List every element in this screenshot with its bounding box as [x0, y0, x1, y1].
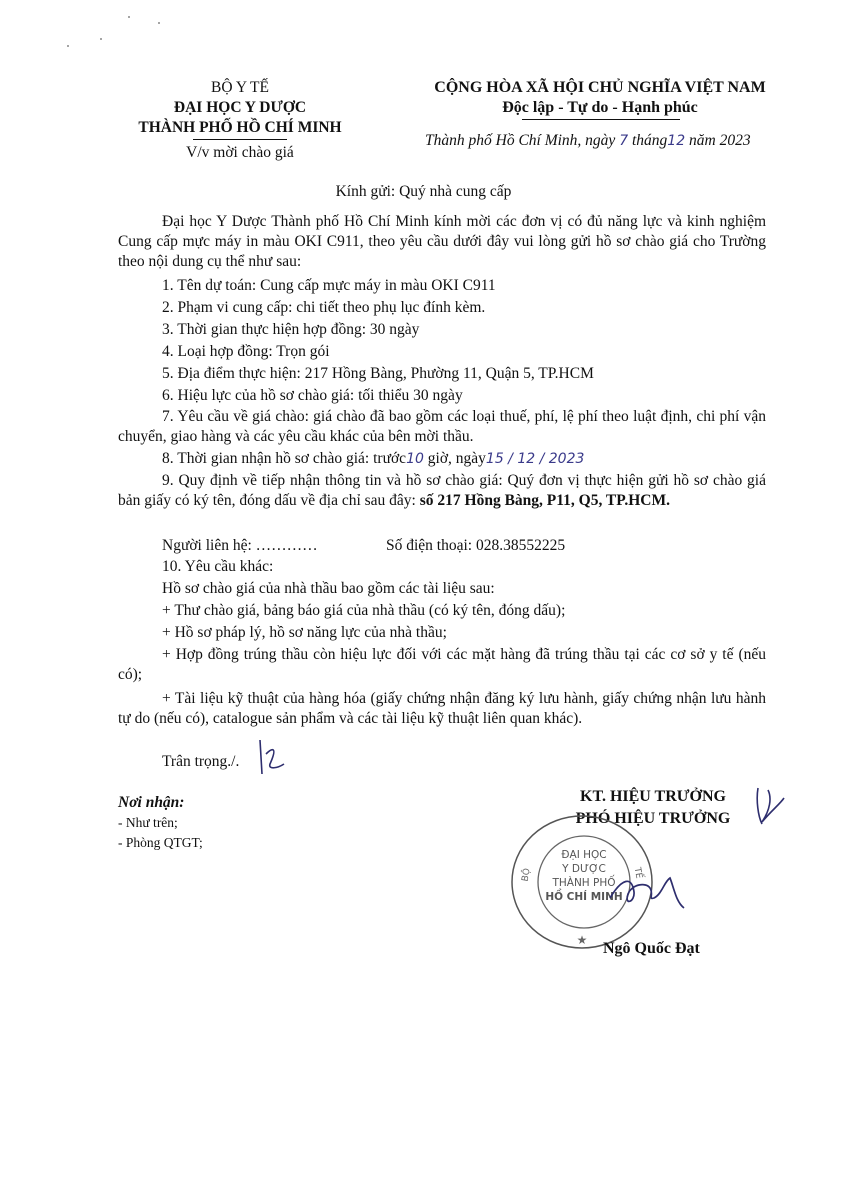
list-item: 6. Hiệu lực của hồ sơ chào giá: tối thiểu 30 ngày: [162, 387, 463, 404]
issuer-underline: [193, 139, 287, 140]
stamp-text-line4: HỒ CHÍ MINH: [545, 891, 623, 903]
scan-speck: [100, 38, 102, 40]
date-year: năm 2023: [689, 132, 751, 149]
document-item: + Hợp đồng trúng thầu còn hiệu lực đối với các mặt hàng đã trúng thầu tại các cơ sở y tế (nếu có);: [118, 646, 766, 683]
university-name-line1: ĐẠI HỌC Y DƯỢC: [173, 99, 307, 116]
list-item: 3. Thời gian thực hiện hợp đồng: 30 ngày: [162, 321, 420, 338]
handwritten-signature-icon: [604, 858, 690, 920]
document-item: + Tài liệu kỹ thuật của hàng hóa (giấy chứng nhận đăng ký lưu hành, giấy chứng nhận lưu hành tự do (nếu có), catalogue sản phẩm và các tài liệu kỹ thuật liên quan khác).: [118, 690, 766, 727]
stamp-text-line3: THÀNH PHỐ: [552, 877, 616, 889]
date-month-label: tháng: [631, 132, 668, 149]
list-item: 2. Phạm vi cung cấp: chi tiết theo phụ lục đính kèm.: [162, 299, 486, 316]
date-day: 7: [619, 133, 629, 149]
issuer-block: [120, 78, 360, 138]
scan-speck: [158, 22, 160, 24]
list-item: 1. Tên dự toán: Cung cấp mực máy in màu OKI C911: [162, 277, 496, 294]
list-item: 4. Loại hợp đồng: Trọn gói: [162, 343, 330, 360]
list-item-price-requirement: 7. Yêu cầu về giá chào: giá chào đã bao gồm các loại thuế, phí, lệ phí theo luật định, chi phí vận chuyển, giao hàng và các yêu cầu khác của bên mời thầu.: [118, 408, 766, 445]
scan-speck: [67, 45, 69, 47]
recipients-title: Nơi nhận:: [118, 794, 185, 811]
stamp-text-line2: Y DƯỢC: [562, 863, 606, 875]
recipient-item: - Phòng QTGT;: [118, 835, 203, 850]
subject-line: V/v mời chào giá: [186, 144, 294, 161]
date-prefix: Thành phố Hồ Chí Minh, ngày: [425, 132, 616, 149]
contact-person: Người liên hệ: …………: [162, 537, 318, 554]
deadline-date: 15 / 12 / 2023: [485, 451, 585, 467]
list-item-submission: [118, 471, 766, 511]
stamp-side-right: TẾ: [631, 866, 644, 880]
university-name-line2: THÀNH PHỐ HỒ CHÍ MINH: [138, 119, 342, 136]
documents-intro: Hồ sơ chào giá của nhà thầu bao gồm các tài liệu sau:: [162, 580, 495, 597]
stamp-side-left: BỘ: [520, 867, 533, 883]
list-item: 5. Địa điểm thực hiện: 217 Hồng Bàng, Phường 11, Quận 5, TP.HCM: [162, 365, 594, 382]
contact-phone: Số điện thoại: 028.38552225: [386, 537, 566, 554]
intro-paragraph: Đại học Y Dược Thành phố Hồ Chí Minh kính mời các đơn vị có đủ năng lực và kinh nghiệm Cung cấp mực máy in màu OKI C911, theo yêu cầu dưới đây vui lòng gửi hồ sơ chào giá cho Trường theo nội dung cụ thể như sau:: [118, 213, 766, 270]
deadline-hour: 10: [406, 451, 424, 467]
recipient-item: - Như trên;: [118, 815, 178, 830]
list-item-other-requirements: 10. Yêu cầu khác:: [162, 558, 274, 575]
document-item: + Thư chào giá, bảng báo giá của nhà thầu (có ký tên, đóng dấu);: [162, 602, 566, 619]
initial-mark-icon: [252, 734, 288, 780]
recipients-block: [118, 793, 203, 853]
motto-underline: [522, 119, 680, 120]
submission-address: số 217 Hồng Bàng, P11, Q5, TP.HCM.: [419, 492, 670, 509]
svg-text:★: ★: [576, 933, 588, 947]
stamp-text-line1: ĐẠI HỌC: [561, 849, 607, 861]
signer-name: Ngô Quốc Đạt: [603, 940, 700, 957]
national-motto: Độc lập - Tự do - Hạnh phúc: [502, 99, 698, 116]
document-item: + Hồ sơ pháp lý, hồ sơ năng lực của nhà thầu;: [162, 624, 447, 641]
signature-initial-icon: [748, 780, 788, 830]
signature-title-line2: PHÓ HIỆU TRƯỞNG: [575, 810, 731, 827]
date-month: 12: [667, 133, 686, 149]
signature-title-line1: KT. HIỆU TRƯỞNG: [580, 788, 726, 805]
ministry-name: BỘ Y TẾ: [211, 79, 269, 96]
scan-speck: [128, 16, 130, 18]
closing-remark: Trân trọng./.: [162, 753, 240, 770]
list-item-deadline: [162, 449, 584, 469]
country-name: CỘNG HÒA XÃ HỘI CHỦ NGHĨA VIỆT NAM: [434, 79, 766, 96]
salutation: Kính gửi: Quý nhà cung cấp: [335, 183, 512, 200]
submission-text: 9. Quy định về tiếp nhận thông tin và hồ sơ chào giá: Quý đơn vị thực hiện gửi hồ sơ chào giá bản giấy có ký tên, đóng dấu về địa chỉ sau đây:: [118, 472, 766, 509]
deadline-hour-suffix: giờ, ngày: [427, 450, 486, 467]
issue-date: [425, 131, 751, 151]
deadline-prefix: 8. Thời gian nhận hồ sơ chào giá: trước: [162, 450, 407, 467]
